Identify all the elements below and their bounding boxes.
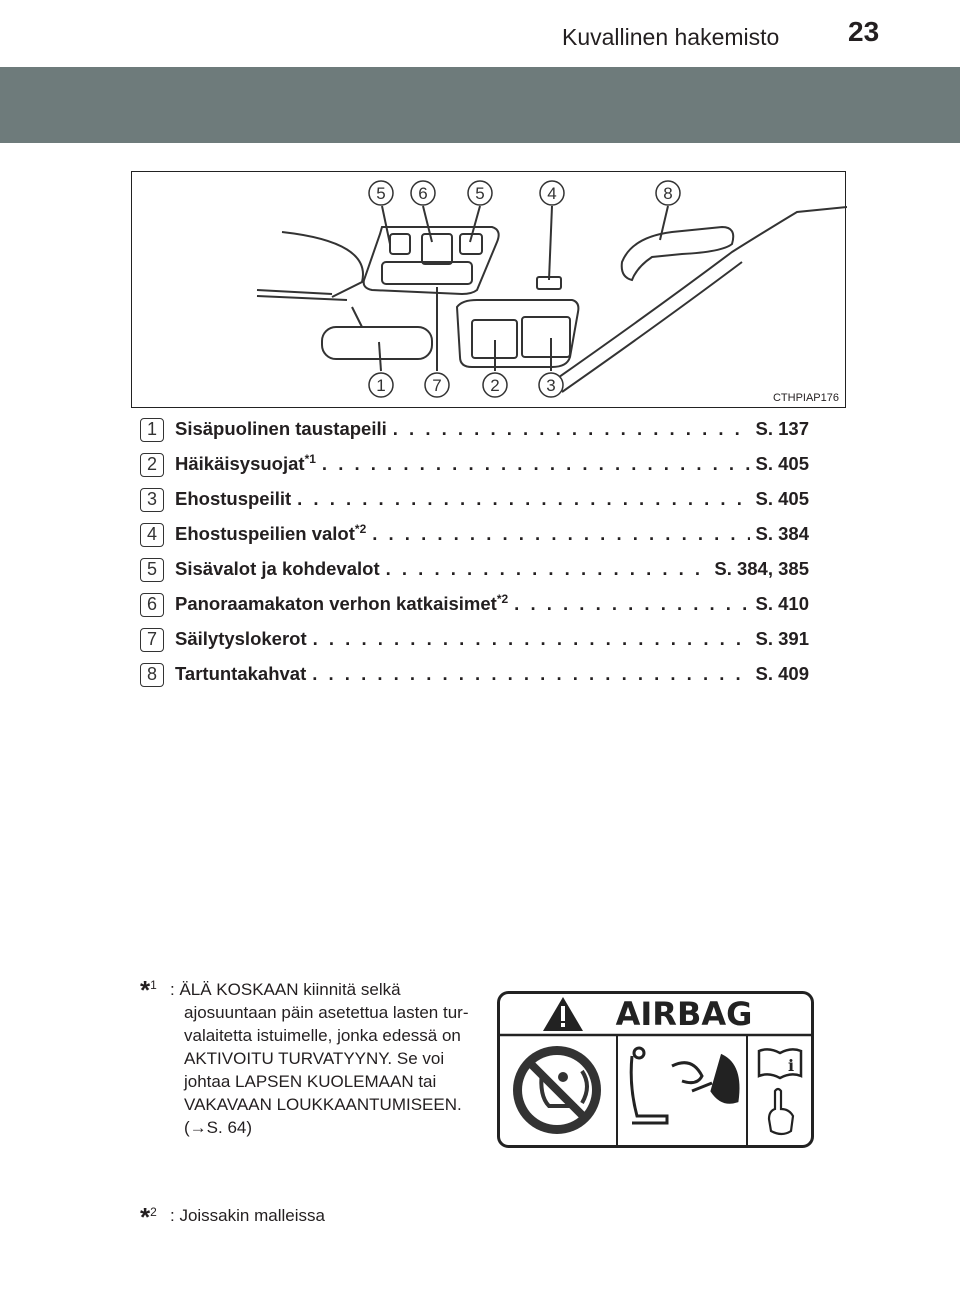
airbag-warning-label: [497, 991, 814, 1148]
list-item: [140, 483, 820, 517]
page-reference-link[interactable]: S. 391: [755, 628, 809, 650]
footnote-mark: *$^1$: [140, 975, 157, 1005]
figure-code: CTHPIAP176: [772, 392, 839, 404]
item-label: Tartuntakahvat: [175, 663, 307, 685]
dot-leader: [313, 628, 750, 650]
callout-5b: 5: [475, 184, 485, 203]
dot-leader: [322, 453, 750, 475]
item-number: 3: [140, 488, 164, 512]
page-reference-link[interactable]: S. 384, 385: [714, 558, 809, 580]
header-band: [0, 67, 960, 143]
item-label: Sisäpuolinen taustapeili: [175, 418, 387, 440]
svg-text:i: i: [788, 1056, 795, 1075]
item-label: Panoraamakaton verhon katkaisimet$^{*2}$: [175, 592, 509, 615]
callout-7: 7: [432, 376, 442, 395]
page-reference-link[interactable]: S. 405: [755, 453, 809, 475]
airbag-title: AIRBAG: [615, 995, 753, 1033]
list-item: [140, 623, 820, 657]
interior-illustration: [132, 172, 847, 409]
page-reference-link[interactable]: S. 409: [755, 663, 809, 685]
dot-leader: [312, 663, 749, 685]
list-item: [140, 588, 820, 622]
item-number: 1: [140, 418, 164, 442]
item-label: Häikäisysuojat$^{*1}$: [175, 452, 316, 475]
footnote-2-text: : Joissakin malleissa: [170, 1206, 325, 1225]
callout-2: 2: [490, 376, 500, 395]
page-reference-link[interactable]: S. 405: [755, 488, 809, 510]
callout-4: 4: [547, 184, 557, 203]
item-label: Säilytyslokerot: [175, 628, 307, 650]
callout-6: 6: [418, 184, 428, 203]
page-reference-link[interactable]: S. 384: [755, 523, 809, 545]
item-number: 4: [140, 523, 164, 547]
list-item: [140, 413, 820, 447]
callout-8: 8: [663, 184, 673, 203]
airbag-warning-graphic: [497, 991, 814, 1148]
no-rear-facing-child-seat-icon: [513, 1046, 601, 1134]
dot-leader: [393, 418, 750, 440]
callout-1: 1: [376, 376, 386, 395]
page-header: [0, 0, 960, 56]
footnote-1: [140, 975, 485, 1139]
item-number: 5: [140, 558, 164, 582]
list-item: [140, 553, 820, 587]
page-reference-link[interactable]: S. 410: [755, 593, 809, 615]
item-number: 2: [140, 453, 164, 477]
page-number: 23: [848, 16, 880, 47]
section-title: Kuvallinen hakemisto: [562, 24, 780, 50]
dot-leader: [372, 523, 749, 545]
callout-3: 3: [546, 376, 556, 395]
page-reference-link[interactable]: S. 137: [755, 418, 809, 440]
interior-figure: [131, 171, 846, 408]
list-item: [140, 518, 820, 552]
item-number: 8: [140, 663, 164, 687]
footnote-mark: *$^2$: [140, 1202, 157, 1232]
dot-leader: [386, 558, 709, 580]
callout-5a: 5: [376, 184, 386, 203]
item-label: Ehostuspeilit: [175, 488, 292, 510]
dot-leader: [297, 488, 749, 510]
item-number: 6: [140, 593, 164, 617]
dot-leader: [514, 593, 749, 615]
footnote-2: [140, 1202, 325, 1232]
item-number: 7: [140, 628, 164, 652]
item-label: Ehostuspeilien valot$^{*2}$: [175, 522, 367, 545]
item-label: Sisävalot ja kohdevalot: [175, 558, 380, 580]
list-item: [140, 448, 820, 482]
list-item: [140, 658, 820, 692]
footnote-1-text: : ÄLÄ KOSKAAN kiinnitä selkä ajosuuntaan päin asetettua lasten tur- valaitetta istuimelle, jonka edessä on AKTIVOITU TURVATYYNY. Se voi johtaa LAPSEN KUOLEMAAN tai VAKAVAAN LOUKKAANTUMISEEN. (→S. 64): [170, 980, 469, 1137]
